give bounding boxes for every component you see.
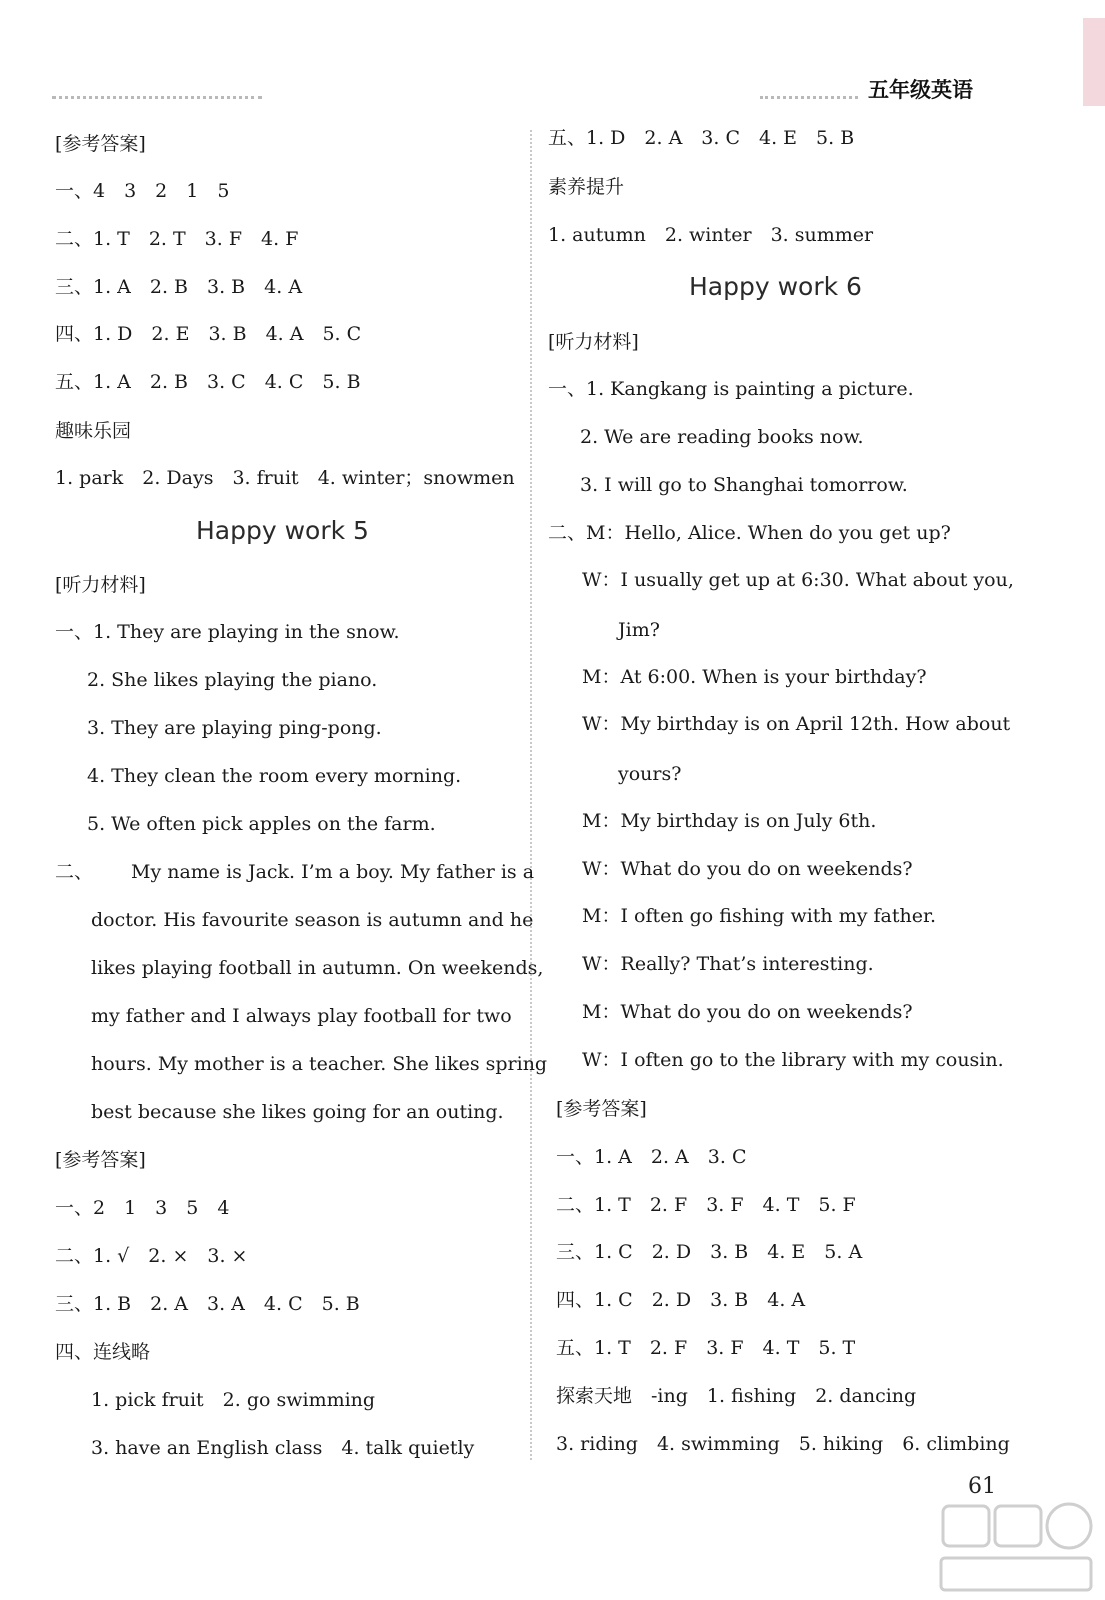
column-divider	[530, 130, 532, 1460]
dialogue-line: W：Really? That’s interesting.	[582, 953, 874, 975]
passage-line: my father and I always play football for two	[91, 1005, 512, 1027]
answer-line: 一、1. A 2. A 3. C	[556, 1146, 747, 1168]
header-title: 五年级英语	[868, 78, 973, 102]
dialogue-line: Jim?	[618, 619, 660, 641]
answer-line: 3. riding 4. swimming 5. hiking 6. climbing	[556, 1433, 1010, 1455]
section-title: Happy work 6	[689, 272, 862, 301]
dialogue-line: yours?	[618, 763, 682, 785]
listening-heading: [听力材料]	[55, 574, 146, 596]
listening-line: 3. They are playing ping-pong.	[87, 717, 382, 739]
dialogue-line: W：I often go to the library with my cousin.	[582, 1049, 1004, 1071]
answer-heading: [参考答案]	[55, 133, 146, 155]
answer-line: 探索天地 -ing 1. fishing 2. dancing	[556, 1385, 917, 1407]
listening-line: 3. I will go to Shanghai tomorrow.	[580, 474, 908, 496]
dialogue-line: M：What do you do on weekends?	[582, 1001, 913, 1023]
dialogue-line: 二、M：Hello, Alice. When do you get up?	[548, 522, 951, 544]
listening-line: 4. They clean the room every morning.	[87, 765, 462, 787]
answer-line: 二、1. √ 2. × 3. ×	[55, 1245, 248, 1267]
section-title: Happy work 5	[196, 516, 369, 545]
answer-line: 1. pick fruit 2. go swimming	[91, 1389, 376, 1411]
header-dots-left	[52, 96, 262, 99]
header-dots-right	[760, 96, 858, 99]
answer-line: 二、1. T 2. F 3. F 4. T 5. F	[556, 1194, 856, 1216]
answer-line: 五、1. T 2. F 3. F 4. T 5. T	[556, 1337, 856, 1359]
answer-line: 五、1. D 2. A 3. C 4. E 5. B	[548, 127, 855, 149]
dialogue-line: M：I often go fishing with my father.	[582, 905, 936, 927]
dialogue-line: M：At 6:00. When is your birthday?	[582, 666, 927, 688]
listening-line: 一、1. They are playing in the snow.	[55, 621, 400, 643]
answer-line: 三、1. C 2. D 3. B 4. E 5. A	[556, 1241, 863, 1263]
passage-line: doctor. His favourite season is autumn and he	[91, 909, 534, 931]
dialogue-line: W：I usually get up at 6:30. What about you,	[582, 569, 1014, 591]
answer-line: 四、连线略	[55, 1341, 151, 1363]
answer-line: 四、1. C 2. D 3. B 4. A	[556, 1289, 806, 1311]
dialogue-line: W：What do you do on weekends?	[582, 858, 913, 880]
dialogue-line: W：My birthday is on April 12th. How about	[582, 713, 1011, 735]
passage-line: likes playing football in autumn. On weekends,	[91, 957, 544, 979]
answer-line: 1. autumn 2. winter 3. summer	[548, 224, 874, 246]
answer-line: 四、1. D 2. E 3. B 4. A 5. C	[55, 323, 362, 345]
answer-line: 三、1. B 2. A 3. A 4. C 5. B	[55, 1293, 360, 1315]
subsection-label: 趣味乐园	[55, 420, 132, 442]
answer-line: 五、1. A 2. B 3. C 4. C 5. B	[55, 371, 361, 393]
passage-label: 二、	[55, 861, 94, 883]
header-tab-decoration	[1083, 18, 1105, 106]
dialogue-line: M：My birthday is on July 6th.	[582, 810, 877, 832]
passage-line: hours. My mother is a teacher. She likes spring	[91, 1053, 548, 1075]
listening-line: 5. We often pick apples on the farm.	[87, 813, 436, 835]
answer-line: 三、1. A 2. B 3. B 4. A	[55, 276, 303, 298]
passage-line: best because she likes going for an outing.	[91, 1101, 504, 1123]
answer-line: 1. park 2. Days 3. fruit 4. winter；snowmen	[55, 467, 515, 489]
answer-heading: [参考答案]	[55, 1149, 146, 1171]
page-number: 61	[968, 1474, 996, 1499]
answer-line: 二、1. T 2. T 3. F 4. F	[55, 228, 299, 250]
listening-line: 2. We are reading books now.	[580, 426, 864, 448]
passage-line: My name is Jack. I’m a boy. My father is a	[131, 861, 535, 883]
watermark-logo	[935, 1488, 1100, 1598]
subsection-label: 素养提升	[548, 176, 625, 198]
answer-heading: [参考答案]	[556, 1098, 647, 1120]
answer-line: 一、2 1 3 5 4	[55, 1197, 230, 1219]
listening-line: 2. She likes playing the piano.	[87, 669, 378, 691]
answer-line: 3. have an English class 4. talk quietly	[91, 1437, 475, 1459]
listening-heading: [听力材料]	[548, 331, 639, 353]
answer-line: 一、4 3 2 1 5	[55, 180, 230, 202]
listening-line: 一、1. Kangkang is painting a picture.	[548, 378, 914, 400]
